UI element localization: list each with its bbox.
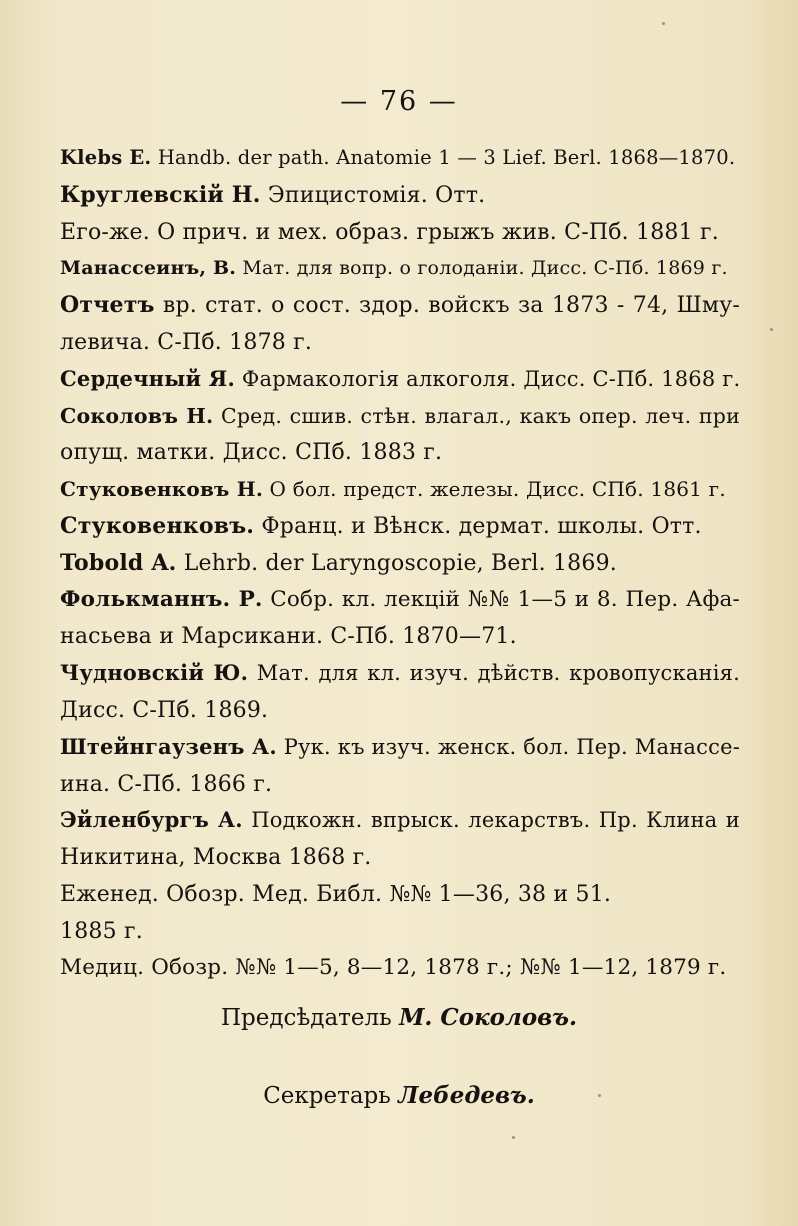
paper-speck bbox=[770, 328, 773, 331]
entry-text: Подкожн. впрыск. лекарствъ. Пр. Клина и bbox=[242, 808, 740, 833]
entry-text: левича. С-Пб. 1878 г. bbox=[60, 329, 313, 355]
bibliography-line bbox=[60, 913, 740, 950]
entry-text: Lehrb. der Laryngoscopie, Berl. 1869. bbox=[176, 550, 617, 576]
entry-author: Стуковенковъ. bbox=[60, 512, 255, 539]
bibliography-line bbox=[60, 324, 740, 361]
entry-text: Дисс. С-Пб. 1869. bbox=[60, 697, 269, 723]
secretary-name: Лебедевъ. bbox=[398, 1082, 535, 1109]
bibliography-line bbox=[60, 839, 740, 876]
entry-author: Чудновскій Ю. bbox=[60, 660, 249, 686]
entry-author: Klebs E. bbox=[60, 146, 152, 169]
bibliography-line bbox=[60, 361, 740, 398]
entry-text: Мат. для кл. изуч. дѣйств. кровопусканія. bbox=[248, 661, 740, 686]
entry-text: Собр. кл. лекцій №№ 1—5 и 8. Пер. Афа- bbox=[262, 586, 740, 612]
entry-text: Эпицистомія. Отт. bbox=[260, 182, 486, 208]
entry-author: Манассеинъ, В. bbox=[60, 257, 237, 280]
bibliography-line bbox=[60, 692, 740, 729]
entry-text: насьева и Марсикани. С-Пб. 1870—71. bbox=[60, 624, 517, 650]
entry-author: Соколовъ Н. bbox=[60, 403, 214, 428]
entry-text: опущ. матки. Дисс. СПб. 1883 г. bbox=[60, 440, 443, 466]
bibliography-line bbox=[60, 729, 740, 766]
entry-text: вр. стат. о сост. здор. войскъ за 1873 - 74, Шму- bbox=[154, 293, 740, 319]
entry-text: Его-же. О прич. и мех. образ. грыжъ жив. С-Пб. 1881 г. bbox=[60, 219, 719, 245]
bibliography-line bbox=[60, 398, 740, 435]
entry-text: Мат. для вопр. о голоданіи. Дисс. С-Пб. 1869 г. bbox=[236, 257, 728, 280]
bibliography-list bbox=[60, 140, 740, 986]
bibliography-line bbox=[60, 471, 740, 508]
bibliography-line bbox=[60, 950, 740, 987]
bibliography-line bbox=[60, 434, 740, 471]
bibliography-line bbox=[60, 508, 740, 545]
entry-text: Медиц. Обозр. №№ 1—5, 8—12, 1878 г.; №№ 1—12, 1879 г. bbox=[60, 954, 727, 980]
bibliography-line bbox=[60, 802, 740, 839]
bibliography-line bbox=[60, 177, 740, 214]
entry-author: Tobold A. bbox=[60, 549, 177, 576]
paper-speck bbox=[662, 22, 665, 25]
bibliography-line bbox=[60, 545, 740, 582]
entry-text: 1885 г. bbox=[60, 918, 143, 944]
entry-author: Штейнгаузенъ А. bbox=[60, 733, 277, 759]
secretary-label: Секретарь bbox=[263, 1083, 399, 1109]
bibliography-line bbox=[60, 287, 740, 324]
entry-author: Эйленбургъ А. bbox=[60, 807, 243, 833]
secretary-signature bbox=[0, 1082, 798, 1109]
entry-author: Стуковенковъ Н. bbox=[60, 477, 263, 502]
entry-text: О бол. предст. железы. Дисс. СПб. 1861 г. bbox=[263, 477, 726, 502]
bibliography-line bbox=[60, 250, 740, 287]
entry-text: Сред. сшив. стѣн. влагал., какъ опер. леч. при bbox=[213, 403, 740, 428]
bibliography-line bbox=[60, 766, 740, 803]
entry-text: Рук. къ изуч. женск. бол. Пер. Манассе- bbox=[276, 734, 740, 759]
chairman-signature bbox=[0, 1004, 798, 1031]
paper-speck bbox=[598, 1094, 601, 1097]
bibliography-line bbox=[60, 140, 740, 177]
chairman-name: М. Соколовъ. bbox=[398, 1004, 577, 1031]
bibliography-line bbox=[60, 618, 740, 655]
entry-text: Франц. и Вѣнск. дермат. школы. Отт. bbox=[254, 513, 702, 539]
entry-text: Еженед. Обозр. Мед. Библ. №№ 1—36, 38 и 51. bbox=[60, 881, 612, 907]
chairman-label: Предсѣдатель bbox=[220, 1005, 399, 1031]
entry-author: Сердечный Я. bbox=[60, 365, 236, 391]
entry-text: ина. С-Пб. 1866 г. bbox=[60, 771, 273, 797]
entry-author: Круглевскій Н. bbox=[60, 181, 261, 208]
entry-text: Handb. der path. Anatomie 1 — 3 Lief. Berl. 1868—1870. bbox=[151, 146, 736, 169]
bibliography-line bbox=[60, 655, 740, 692]
entry-text: Фармакологія алкоголя. Дисс. С-Пб. 1868 г. bbox=[235, 366, 741, 391]
bibliography-line bbox=[60, 214, 740, 251]
entry-text: Никитина, Москва 1868 г. bbox=[60, 845, 372, 871]
entry-author: Фолькманнъ. Р. bbox=[60, 586, 263, 612]
bibliography-line bbox=[60, 582, 740, 619]
entry-author: Отчетъ bbox=[60, 292, 155, 319]
page-number: — 76 — bbox=[340, 86, 458, 117]
bibliography-line bbox=[60, 876, 740, 913]
paper-speck bbox=[512, 1136, 515, 1139]
